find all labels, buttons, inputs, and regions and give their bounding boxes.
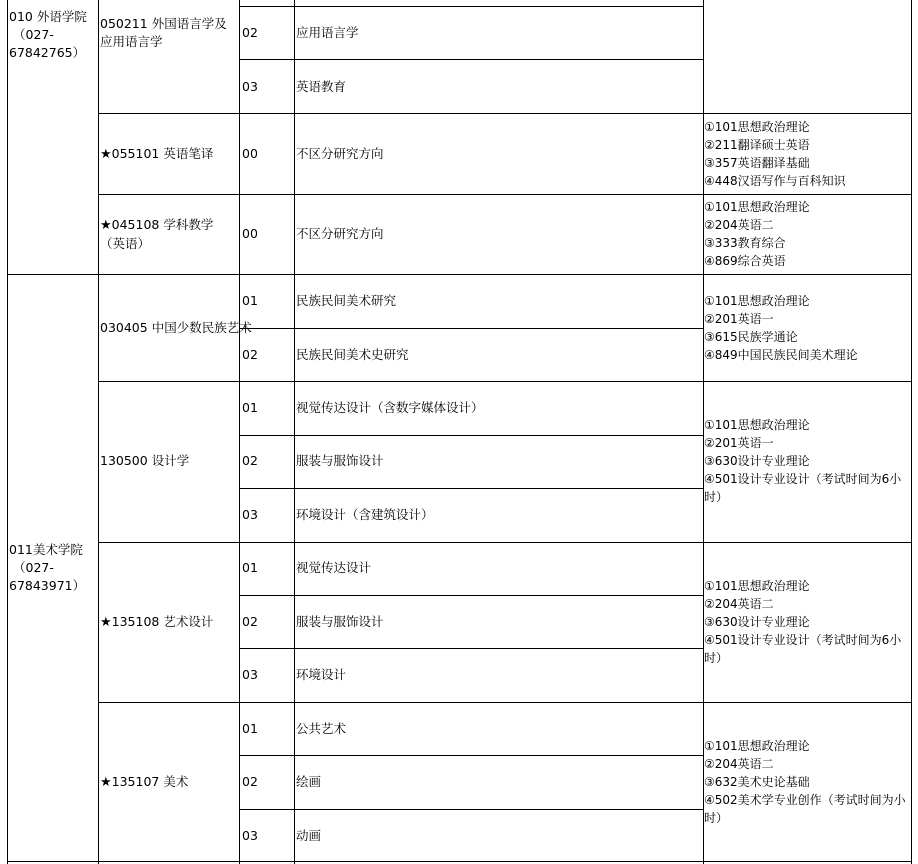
college-name: 010 外语学院 [9,9,87,24]
exam-subject: ③632美术史论基础 [704,775,810,789]
direction-name: 英语教育 [296,79,347,94]
direction-name: 不区分研究方向 [296,226,384,241]
exam-subject: ④501设计专业设计（考试时间为6小 [704,472,902,486]
direction-name: 视觉传达设计（含数字媒体设计） [296,400,484,415]
exam-subject: ①101思想政治理论 [704,120,810,134]
major-name: 135108 艺术设计 [111,614,214,629]
exam-subject: ②201英语一 [704,312,774,326]
exam-subject: ④501设计专业设计（考试时间为6小 [704,633,902,647]
major-name: 045108 学科教学（英语） [100,217,214,251]
direction-name: 动画 [296,828,322,843]
college-cell [9,541,85,595]
exam-subject: ③615民族学通论 [704,330,798,344]
direction-name: 环境设计（含建筑设计） [296,507,434,522]
grid-line [239,648,704,649]
direction-code: 02 [242,25,258,40]
exam-subject: ④849中国民族民间美术理论 [704,348,858,362]
star-icon [100,774,112,789]
grid-line [239,755,704,756]
grid-line [239,435,704,436]
exam-subject: ②211翻译硕士英语 [704,138,810,152]
exam-subject: ②204英语二 [704,757,774,771]
exam-subjects [704,416,901,506]
grid-line [98,381,912,382]
grid-line [239,595,704,596]
exam-subject: ④502美术学专业创作（考试时间为小 [704,793,906,807]
major-name: 030405 中国少数民族艺术 [100,320,252,335]
major-name: 050211 外国语言学及应用语言学 [100,16,227,49]
grid-line [7,861,912,862]
grid-line [98,194,912,195]
grid-line [98,113,912,114]
exam-subjects [704,737,906,827]
direction-code: 01 [242,560,258,575]
direction-code: 01 [242,721,258,736]
direction-name: 民族民间美术史研究 [296,347,409,362]
exam-subjects [704,292,858,364]
exam-subject: ①101思想政治理论 [704,200,810,214]
grid-line [7,274,912,275]
direction-name: 不区分研究方向 [296,146,384,161]
direction-code: 03 [242,79,258,94]
direction-code: 02 [242,774,258,789]
grid-line [239,488,704,489]
grid-line [239,0,240,864]
exam-subject: ③630设计专业理论 [704,454,810,468]
direction-name: 服装与服饰设计 [296,614,384,629]
direction-code: 02 [242,347,258,362]
exam-subject: 时） [704,490,729,504]
major-cell [100,145,213,164]
grid-line [911,0,912,864]
college-phone: （027- [13,27,54,42]
direction-code: 01 [242,400,258,415]
grid-line [239,809,704,810]
college-phone: 67843971） [9,578,86,593]
grid-line [98,542,912,543]
exam-subject: ②201英语一 [704,436,774,450]
college-phone: 67842765） [9,45,86,60]
direction-name: 应用语言学 [296,25,359,40]
major-name: 130500 设计学 [100,453,190,468]
college-phone: （027- [13,560,54,575]
exam-subject: 时） [704,651,729,665]
direction-name: 绘画 [296,774,322,789]
exam-subject: ④448汉语写作与百科知识 [704,174,846,188]
exam-subjects [704,198,810,270]
direction-name: 环境设计 [296,667,347,682]
grid-line [239,328,704,329]
exam-subject: ③357英语翻译基础 [704,156,810,170]
exam-subject: ③630设计专业理论 [704,615,810,629]
major-cell [100,613,213,632]
direction-code: 02 [242,614,258,629]
grid-line [98,0,99,864]
grid-line [98,702,912,703]
direction-name: 民族民间美术研究 [296,293,397,308]
star-icon [100,146,112,161]
direction-code: 00 [242,146,258,161]
exam-subject: ①101思想政治理论 [704,739,810,753]
major-name: 135107 美术 [111,774,189,789]
grid-line [239,59,704,60]
star-icon [100,217,112,232]
exam-subject: ②204英语二 [704,218,774,232]
direction-code: 00 [242,226,258,241]
major-cell [100,773,188,792]
exam-subject: ①101思想政治理论 [704,418,810,432]
exam-subjects [704,118,846,190]
major-name: 055101 英语笔译 [111,146,214,161]
grid-line [294,0,295,864]
exam-subject: ④869综合英语 [704,254,786,268]
direction-name: 服装与服饰设计 [296,453,384,468]
direction-name: 视觉传达设计 [296,560,372,575]
grid-line [7,0,8,864]
direction-code: 03 [242,667,258,682]
direction-code: 02 [242,453,258,468]
grid-line [239,6,704,7]
direction-name: 公共艺术 [296,721,347,736]
direction-code: 03 [242,828,258,843]
star-icon [100,614,112,629]
exam-subject: ②204英语二 [704,597,774,611]
college-name: 011美术学院 [9,542,83,557]
exam-subject: ③333教育综合 [704,236,786,250]
college-cell [9,8,87,62]
major-cell [100,216,238,253]
exam-subjects [704,577,901,667]
exam-subject: 时） [704,811,729,825]
exam-subject: ①101思想政治理论 [704,579,810,593]
direction-code: 03 [242,507,258,522]
direction-code: 01 [242,293,258,308]
exam-subject: ①101思想政治理论 [704,294,810,308]
